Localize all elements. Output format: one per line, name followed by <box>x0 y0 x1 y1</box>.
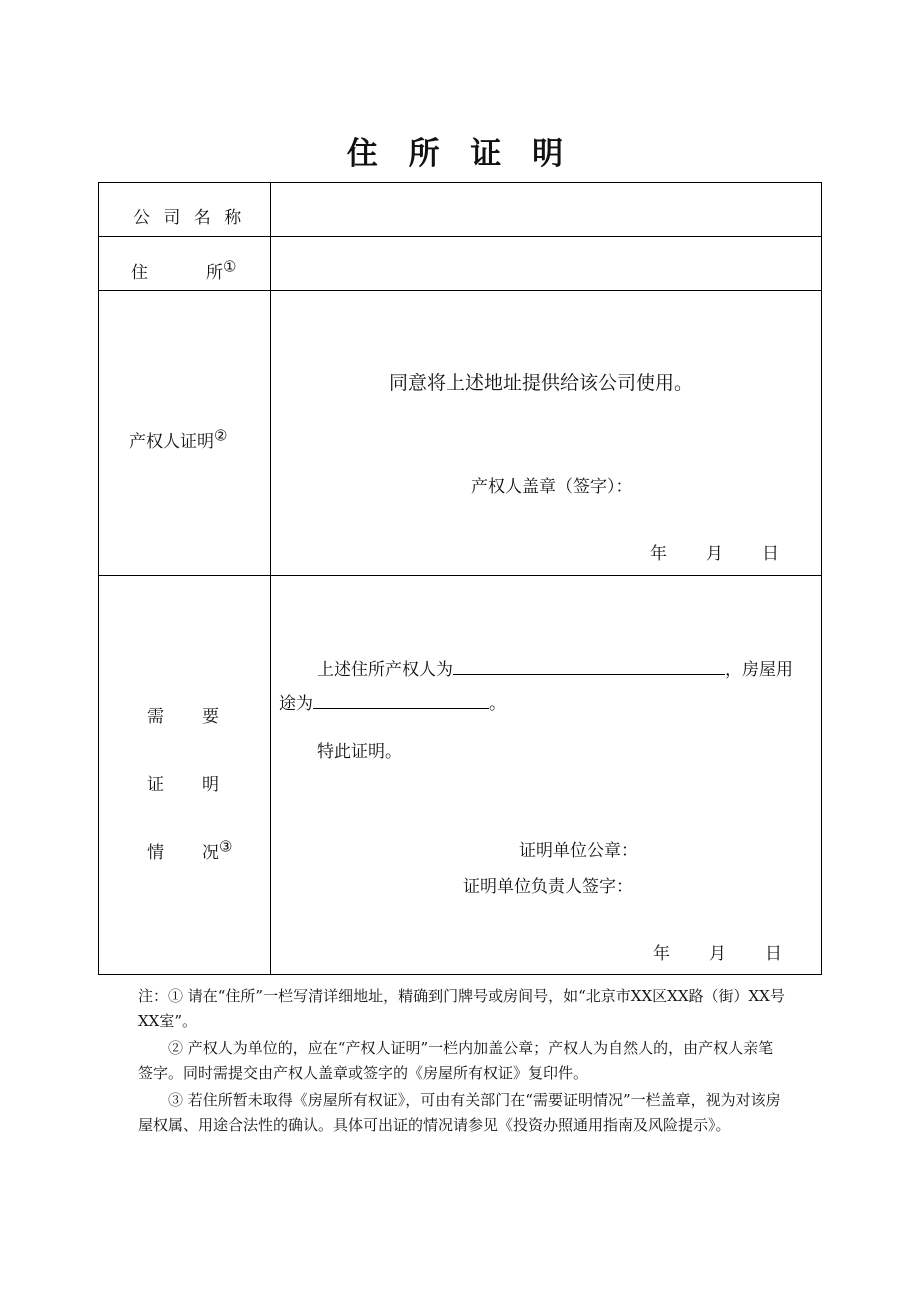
cert-label-char: 况 <box>202 843 219 863</box>
owner-name-blank[interactable] <box>453 656 725 675</box>
address-field[interactable] <box>272 238 820 289</box>
owner-date-year: 年 <box>650 544 667 564</box>
hereby-certify-text: 特此证明。 <box>317 742 402 762</box>
address-label-right: 所 <box>206 263 223 283</box>
cert-label-line3 <box>147 838 232 863</box>
cert-label-char: 需 <box>147 707 164 727</box>
owner-agree-text: 同意将上述地址提供给该公司使用。 <box>389 372 694 394</box>
cert-label-line2 <box>147 770 219 795</box>
cert-date-year: 年 <box>653 944 670 964</box>
row-divider <box>99 575 821 576</box>
cert-label-char: 证 <box>147 775 164 795</box>
cert-statement-end: 。 <box>489 694 506 714</box>
owner-date <box>650 539 779 564</box>
owner-date-month: 月 <box>706 544 723 564</box>
footnote-1: 注：① 请在“住所”一栏写清详细地址，精确到门牌号或房间号，如“北京市XX区XX路（街）XX号XX室”。 <box>138 987 785 1030</box>
cert-label-char: 情 <box>147 843 164 863</box>
note-mark-2: ② <box>214 426 228 445</box>
cert-label-char: 要 <box>202 707 219 727</box>
owner-date-day: 日 <box>762 544 779 564</box>
cert-label-char: 明 <box>202 775 219 795</box>
column-divider <box>270 183 271 974</box>
footnote-3: ③ 若住所暂未取得《房屋所有权证》，可由有关部门在“需要证明情况”一栏盖章，视为对该房屋权属、用途合法性的确认。具体可出证的情况请参见《投资办照通用指南及风险提示》。 <box>138 1091 781 1134</box>
cert-usage-prefix-part1: ，房屋用 <box>725 660 793 680</box>
certificate-form-table <box>98 182 822 975</box>
cert-date <box>653 939 782 964</box>
owner-cert-label-text: 产权人证明 <box>129 432 214 452</box>
company-name-label: 公 司 名 称 <box>133 208 246 228</box>
address-label-left: 住 <box>131 263 148 283</box>
cert-date-day: 日 <box>765 944 782 964</box>
row-divider <box>99 290 821 291</box>
usage-blank[interactable] <box>313 690 489 709</box>
footnote-2: ② 产权人为单位的，应在“产权人证明”一栏内加盖公章；产权人为自然人的，由产权人亲笔签字。同时需提交由产权人盖章或签字的《房屋所有权证》复印件。 <box>138 1039 774 1082</box>
owner-seal-label: 产权人盖章（签字）： <box>471 477 633 497</box>
company-name-field[interactable] <box>272 184 820 235</box>
cert-usage-prefix-part2: 途为 <box>279 694 313 714</box>
row-divider <box>99 236 821 237</box>
unit-sign-label: 证明单位负责人签字： <box>463 877 633 897</box>
note-mark-1: ① <box>223 257 237 276</box>
document-title: 住 所 证 明 <box>346 136 574 172</box>
unit-seal-label: 证明单位公章： <box>519 841 638 861</box>
cert-date-month: 月 <box>709 944 726 964</box>
address-label <box>131 258 236 283</box>
cert-owner-prefix: 上述住所产权人为 <box>317 660 453 680</box>
cert-statement-line2 <box>279 689 506 714</box>
note-mark-3: ③ <box>219 837 233 856</box>
owner-cert-label <box>129 427 227 452</box>
cert-statement-line1 <box>317 655 817 680</box>
footnotes <box>138 984 788 1140</box>
cert-label-line1 <box>147 702 219 727</box>
